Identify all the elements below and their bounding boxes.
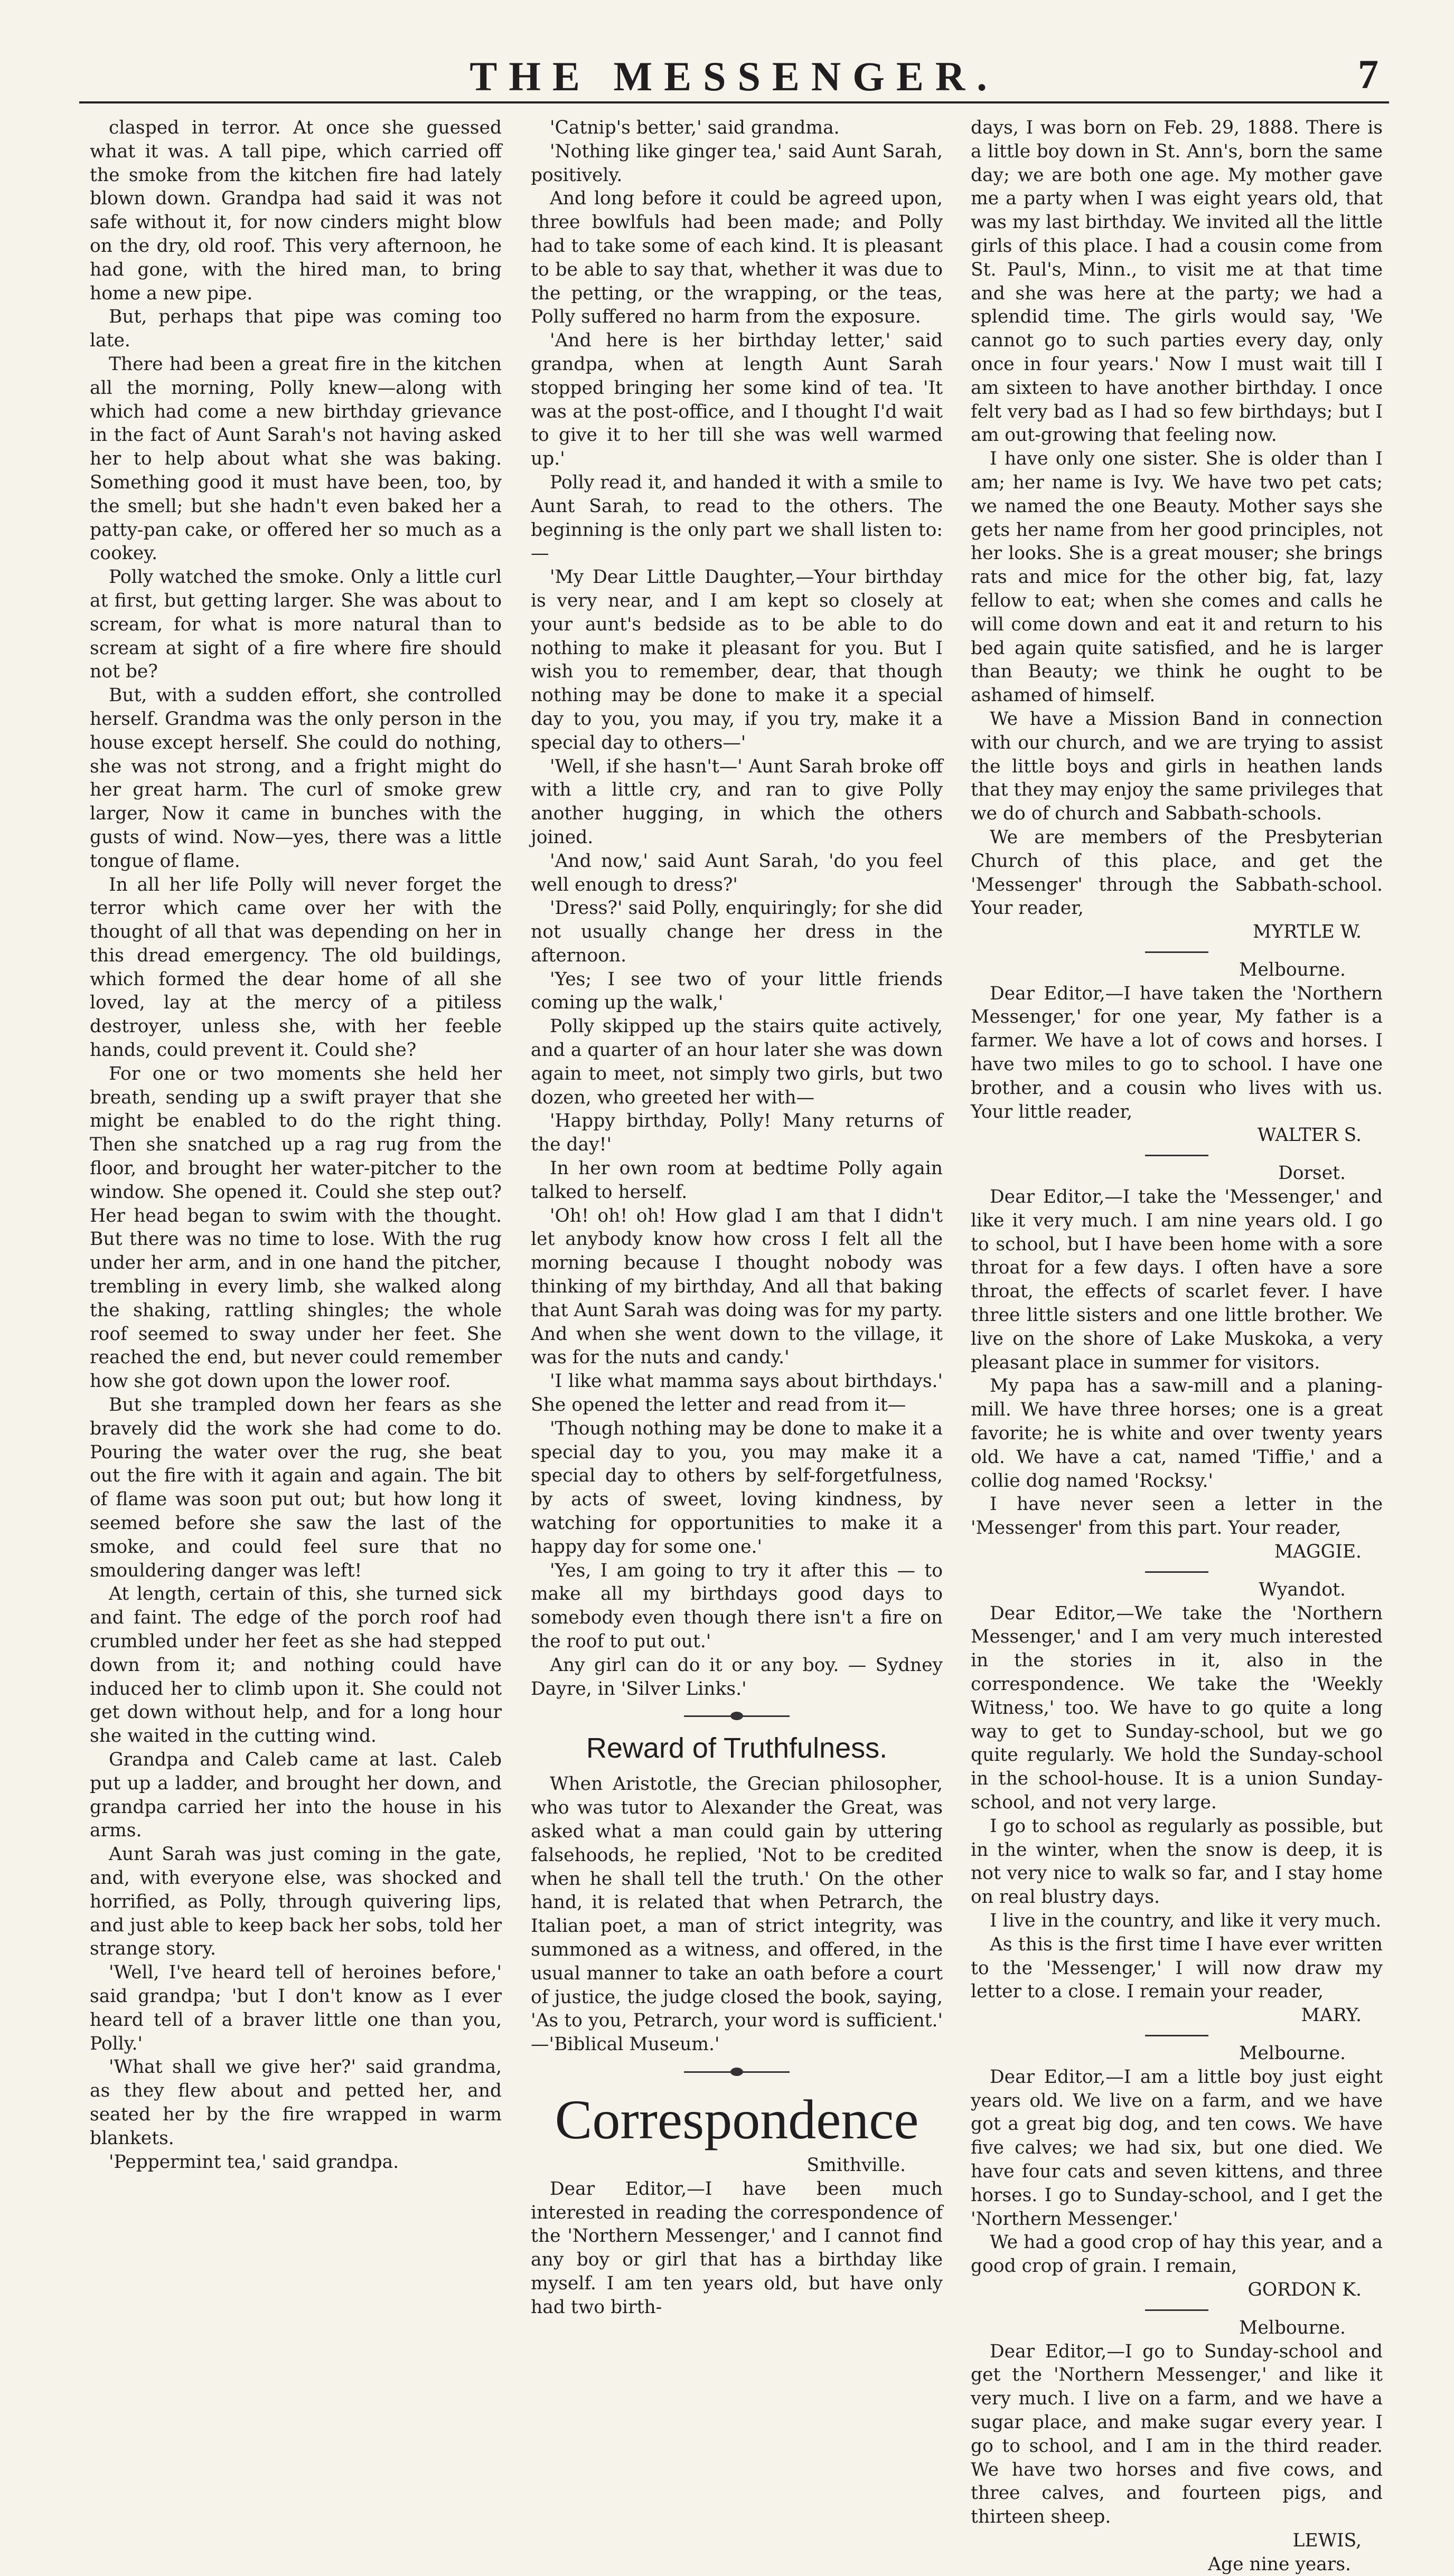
letter-signature: GORDON K. [1247,2279,1362,2300]
story-paragraph: 'Catnip's better,' said grandma. [550,117,840,138]
story-paragraph: At length, certain of this, she turned sick and faint. The edge of the porch roof had crumbled under her feet as she had stepped down from it; and nothing could have induced her to climb upon it. She could not get down without help, and for a long hour she waited in the cutting wind. [90,1583,502,1747]
letter-separator [1145,1155,1208,1156]
letter-signature: MYRTLE W. [1253,921,1362,943]
letter-paragraph: Dear Editor,—I go to Sunday-school and get the 'Northern Messenger,' and like it very much. I live on a farm, and we have a sugar place, and make sugar every year. I go to school, and I am in the third reader. We have two horses and five cows, and three calves, and fourteen pigs, and thirteen sheep. [971,2341,1383,2528]
story-paragraph: 'My Dear Little Daughter,—Your birthday is very near, and I am kept so closely at your aunt's bedside as to be able to do nothing to make it pleasant for you. But I wish you to remember, dear, that though nothing may be done to make it a special day to you, you may, if you try, make it a special day to others—' [531,567,943,753]
letter-paragraph: My papa has a saw-mill and a planing-mill. We have three horses; one is a great favorite; he is white and over twenty years old. We have a cat, named 'Tiffie,' and a collie dog named 'Rocksy.' [971,1375,1383,1492]
letter-place: Smithville. [806,2154,906,2176]
story-paragraph: 'And now,' said Aunt Sarah, 'do you feel well enough to dress?' [531,850,943,895]
story-paragraph: 'Dress?' said Polly, enquiringly; for she did not usually change her dress in the afternoon. [531,898,943,966]
letter-paragraph: Dear Editor,—I am a little boy just eight years old. We live on a farm, and we have got a great big dog, and ten cows. We have five calves; we had six, but one died. We have four cats and seven kittens, and three horses. I go to Sunday-school, and I get the 'Northern Messenger.' [971,2066,1383,2230]
story-paragraph: 'Oh! oh! oh! How glad I am that I didn't let anybody know how cross I felt all the morning because I thought nobody was thinking of my birthday, And all that baking that Aunt Sarah was doing was for my party. And when she went down to the village, it was for the nuts and candy.' [531,1205,943,1369]
story-paragraph: clasped in terror. At once she guessed what it was. A tall pipe, which carried off the smoke from the kitchen fire had lately blown down. Grandpa had said it was not safe without it, for now cinders might blow on the dry, old roof. This very afternoon, he had gone, with the hired man, to bring home a new pipe. [90,117,502,304]
story-paragraph: For one or two moments she held her breath, sending up a swift prayer that she might be enabled to do the right thing. Then she snatched up a rag rug from the floor, and brought her water-pitcher to the window. She opened it. Could she step out? Her head began to swim with the thought. But there was no time to lose. With the rug under her arm, and in one hand the pitcher, trembling in every limb, she walked along the shaking, rattling shingles; the whole roof seemed to sway under her feet. She reached the end, but never could remember how she got down upon the lower roof. [90,1063,502,1392]
reward-heading: Reward of Truthfulness. [586,1732,888,1764]
story-paragraph: 'I like what mamma says about birthdays.' She opened the letter and read from it— [531,1371,943,1416]
story-paragraph: 'Though nothing may be done to make it a special day to you, you may make it a special day to others by self-forgetfulness, by acts of sweet, loving kindness, by watching for opportunities to make it a happy day for some one.' [531,1418,943,1558]
section-ornament [684,2067,790,2077]
section-ornament [684,1711,790,1721]
letter-separator [1145,1571,1208,1573]
letter-separator [1145,2035,1208,2036]
letter-paragraph: days, I was born on Feb. 29, 1888. There is a little boy down in St. Ann's, born the same day; we are both one age. My mother gave me a party when I was eight years old, that was my last birthday. We invited all the little girls of this place. I had a cousin come from St. Paul's, Minn., to visit me at that time and she was here at the party; we had a splendid time. The girls would say, 'We cannot go to such parties every day, only once in four years.' Now I must wait till I am sixteen to have another birthday. I once felt very bad as I had so few birthdays; but I am out-growing that feeling now. [971,117,1383,446]
story-paragraph: 'And here is her birthday letter,' said grandpa, when at length Aunt Sarah stopped bringing her some kind of tea. 'It was at the post-office, and I thought I'd wait to give it to her till she was well warmed up.' [531,330,943,470]
story-paragraph: There had been a great fire in the kitchen all the morning, Polly knew—along with which had come a new birthday grievance in the fact of Aunt Sarah's not having asked her to help about what she was baking. Something good it must have been, too, by the smell; but she hadn't even baked her a patty-pan cake, or offered her so much as a cookey. [90,353,502,564]
masthead-rule [79,101,1389,103]
letter-separator [1145,951,1208,953]
letter-paragraph: We had a good crop of hay this year, and a good crop of grain. I remain, [971,2232,1383,2277]
column-1 [90,116,502,2174]
letter-paragraph: I have only one sister. She is older than I am; her name is Ivy. We have two pet cats; we named the one Beauty. Mother says she gets her name from her good principles, not her looks. She is a great mouser; she brings rats and mice for the other big, fat, lazy fellow to eat; when she comes and calls he will come down and eat it and return to his bed again quite satisfied, and he is larger than Beauty; we think he ought to be ashamed of himself. [971,448,1383,706]
story-paragraph: 'Well, I've heard tell of heroines before,' said grandpa; 'but I don't know as I ever heard tell of a braver little one than you, Polly.' [90,1962,502,2054]
story-paragraph: In all her life Polly will never forget the terror which came over her with the thought of all that was depending on her in this dread emergency. The old buildings, which formed the dear home of all she loved, lay at the mercy of a pitiless destroyer, unless she, with her feeble hands, could prevent it. Could she? [90,874,502,1061]
story-paragraph: But, with a sudden effort, she controlled herself. Grandma was the only person in the house except herself. She could do nothing, she was not strong, and a fright might do her great harm. The curl of smoke grew larger, Now it came in bunches with the gusts of wind. Now—yes, there was a little tongue of flame. [90,685,502,872]
story-paragraph: 'Nothing like ginger tea,' said Aunt Sarah, positively. [531,140,943,186]
letter-place: Melbourne. [1239,2042,1346,2064]
letter-paragraph: I live in the country, and like it very much. [990,1910,1382,1931]
reward-paragraph: When Aristotle, the Grecian philosopher, who was tutor to Alexander the Great, was asked what a man could gain by uttering falsehoods, he replied, 'Not to be credited when he shall tell the truth.' On the other hand, it is related that when Petrarch, the Italian poet, a man of strict integrity, was summoned as a witness, and offered, in the usual manner to take an oath before a court of justice, the judge closed the book, saying, 'As to you, Petrarch, your word is sufficient.' —'Biblical Museum.' [531,1773,943,2055]
letter-paragraph: We have a Mission Band in connection with our church, and we are trying to assist the little boys and girls in heathen lands that they may enjoy the same privileges that we do of church and Sabbath-schools. [971,708,1383,825]
story-paragraph: Polly skipped up the stairs quite actively, and a quarter of an hour later she was down again to meet, not simply two girls, but two dozen, who greeted her with— [531,1016,943,1108]
letter-paragraph: Dear Editor,—I take the 'Messenger,' and like it very much. I am nine years old. I go to school, but I have been home with a sore throat for a few days. I often have a sore throat, the effects of scarlet fever. I have three little sisters and one little brother. We live on the shore of Lake Muskoka, a very pleasant place in summer for visitors. [971,1186,1383,1373]
story-paragraph: But, perhaps that pipe was coming too late. [90,306,502,352]
story-paragraph: 'Peppermint tea,' said grandpa. [109,2151,399,2173]
letter-paragraph: We are members of the Presbyterian Church of this place, and get the 'Messenger' through the Sabbath-school. Your reader, [971,826,1383,919]
story-paragraph: 'What shall we give her?' said grandma, as they flew about and petted her, and seated her by the fire wrapped in warm blankets. [90,2056,502,2149]
page-number: 7 [1358,51,1378,97]
letter-age-note: Age nine years. [1208,2553,1351,2575]
letter-place: Wyandot. [1259,1579,1346,1600]
letter-signature: LEWIS, [1292,2530,1362,2551]
story-paragraph: 'Yes; I see two of your little friends coming up the walk,' [531,968,943,1014]
masthead [79,42,1389,106]
story-attribution: Any girl can do it or any boy. — Sydney Dayre, in 'Silver Links.' [531,1654,943,1700]
story-paragraph: 'Well, if she hasn't—' Aunt Sarah broke off with a little cry, and ran to give Polly another hugging, in which the others joined. [531,756,943,848]
letter-separator [1145,2309,1208,2311]
story-paragraph: 'Happy birthday, Polly! Many returns of the day!' [531,1110,943,1156]
letter-place: Melbourne. [1239,2317,1346,2338]
column-3 [971,116,1383,2576]
correspondence-heading: Correspondence [555,2088,919,2150]
story-paragraph: Aunt Sarah was just coming in the gate, and, with everyone else, was shocked and horrified, as Polly, through quivering lips, and just able to keep back her sobs, told her strange story. [90,1844,502,1960]
letter-paragraph: I have never seen a letter in the 'Messenger' from this part. Your reader, [971,1494,1383,1539]
letter-paragraph: As this is the first time I have ever written to the 'Messenger,' I will now draw my letter to a close. I remain your reader, [971,1933,1383,2003]
column-2 [531,116,943,2319]
story-paragraph: In her own room at bedtime Polly again talked to herself. [531,1158,943,1203]
letter-signature: MARY. [1301,2005,1362,2026]
letter-signature: MAGGIE. [1274,1541,1362,1563]
story-paragraph: Polly watched the smoke. Only a little curl at first, but getting larger. She was about to scream, for what is more natural than to scream at sight of a fire where fire should not be? [90,567,502,683]
letter-signature: WALTER S. [1257,1125,1362,1146]
letter-paragraph: I go to school as regularly as possible, but in the winter, when the snow is deep, it is not very nice to walk so far, and I stay home on real blustry days. [971,1815,1383,1908]
letter-paragraph: Dear Editor,—I have taken the 'Northern Messenger,' for one year, My father is a farmer. We have a lot of cows and horses. I have two miles to go to school. I have one brother, and a cousin who lives with us. Your little reader, [971,983,1383,1122]
letter-place: Dorset. [1278,1163,1346,1184]
story-paragraph: Polly read it, and handed it with a smile to Aunt Sarah, to read to the others. The beginning is the only part we shall listen to:— [531,471,943,564]
newspaper-title: THE MESSENGER. [470,53,999,99]
letter-paragraph: Dear Editor,—We take the 'Northern Messenger,' and I am very much interested in the stories in it, also in the correspondence. We take the 'Weekly Witness,' too. We have to go quite a long way to get to Sunday-school, but we go quite regularly. We hold the Sunday-school in the school-house. It is a union Sunday-school, and not very large. [971,1602,1383,1813]
story-paragraph: But she trampled down her fears as she bravely did the work she had come to do. Pouring the water over the rug, she beat out the fire with it again and again. The bit of flame was soon put out; but how long it seemed before she saw the last of the smoke, and could feel sure that no smouldering danger was left! [90,1394,502,1581]
letter-place: Melbourne. [1239,959,1346,980]
story-paragraph: 'Yes, I am going to try it after this — to make all my birthdays good days to somebody even though there isn't a fire on the roof to put out.' [531,1560,943,1652]
letter-paragraph: Dear Editor,—I have been much interested in reading the correspondence of the 'Northern Messenger,' and I cannot find any boy or girl that has a birthday like myself. I am ten years old, but have only had two birth- [531,2178,943,2318]
story-paragraph: Grandpa and Caleb came at last. Caleb put up a ladder, and brought her down, and grandpa carried her into the house in his arms. [90,1749,502,1842]
story-paragraph: And long before it could be agreed upon, three bowlfuls had been made; and Polly had to take some of each kind. It is pleasant to be able to say that, whether it was due to the petting, or the wrapping, or the teas, Polly suffered no harm from the exposure. [531,188,943,328]
